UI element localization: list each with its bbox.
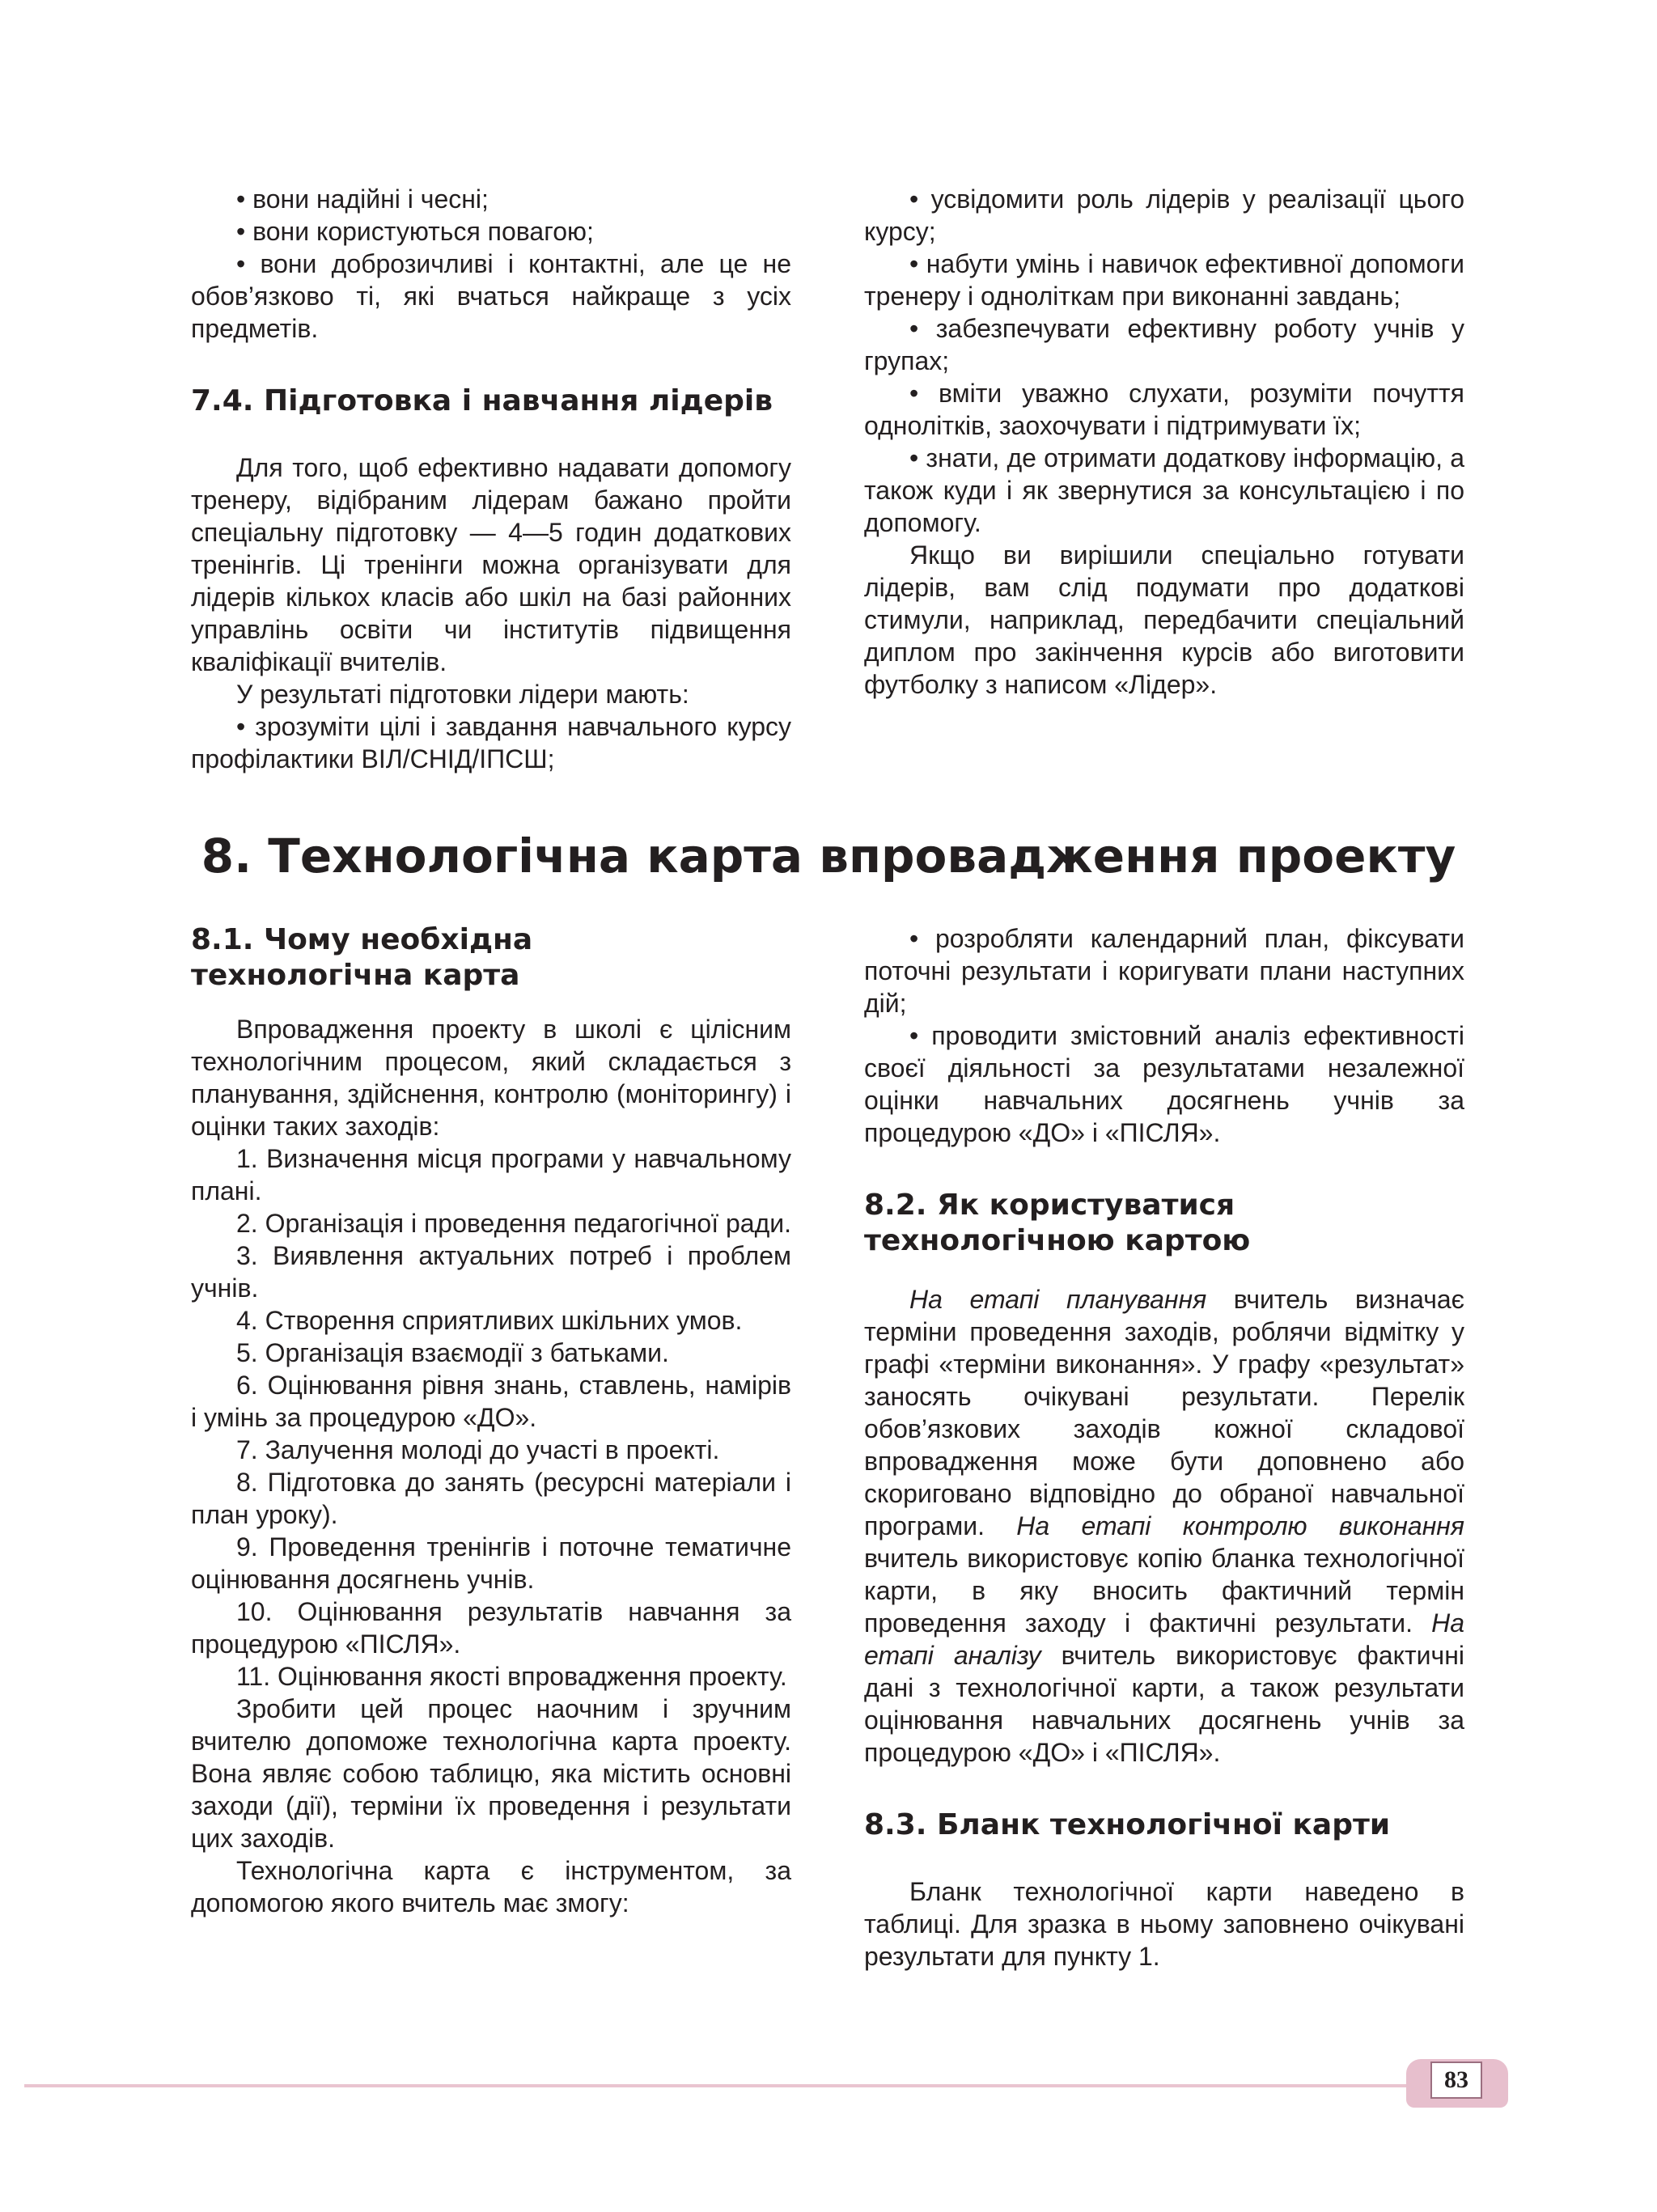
paragraph: Для того, щоб ефективно надавати допомогу тренеру, відібраним лідерам бажано пройти спеціальну підготовку — 4—5 годин додаткових тренінгів. Ці тренінги можна організувати для лідерів кількох класів або шкіл на базі районних управлінь освіти чи інститутів підвищення кваліфікації вчителів. — [191, 453, 791, 676]
list-item: 5. Організація взаємодії з батьками. — [236, 1338, 669, 1367]
list-item: • зрозуміти цілі і завдання навчального курсу профілактики ВІЛ/СНІД/ІПСШ; — [191, 712, 791, 773]
list-item: 3. Виявлення актуальних потреб і проблем учнів. — [191, 1241, 791, 1303]
paragraph — [864, 1283, 1464, 1769]
list-item: 7. Залучення молоді до участі в проекті. — [236, 1435, 720, 1464]
bottom-left-column — [191, 922, 791, 1919]
list-item: • розробляти календарний план, фіксувати поточні результати і коригувати плани наступних дій; — [864, 924, 1464, 1018]
list-item: 6. Оцінювання рівня знань, ставлень, намірів і умінь за процедурою «ДО». — [191, 1371, 791, 1432]
list-item: • вони надійні і чесні; — [236, 184, 489, 214]
list-item: • забезпечувати ефективну роботу учнів у групах; — [864, 314, 1464, 375]
list-item: 1. Визначення місця програми у навчальному плані. — [191, 1144, 791, 1206]
page-number: 83 — [1430, 2062, 1482, 2099]
section-title-line: технологічною картою — [864, 1224, 1251, 1257]
bottom-right-column — [864, 922, 1464, 1973]
emphasis: На етапі планування — [909, 1285, 1207, 1314]
section-title-8-3: 8.3. Бланк технологічної карти — [864, 1808, 1391, 1841]
list-item: 4. Створення сприятливих шкільних умов. — [236, 1306, 743, 1335]
list-item: • набути умінь і навичок ефективної допомоги тренеру і одноліткам при виконанні завдань; — [864, 249, 1464, 311]
paragraph: Впровадження проекту в школі є цілісним технологічним процесом, який складається з планування, здійснення, контролю (моніторингу) і оцінки таких заходів: — [191, 1015, 791, 1141]
section-title-line: 8.2. Як користуватися — [864, 1189, 1235, 1222]
text: вчитель використовує копію бланка технологічної карти, в яку вносить фактичний термін проведення заходу і фактичні результати. — [864, 1544, 1464, 1638]
section-title-line: 8.1. Чому необхідна — [191, 923, 533, 956]
list-item: • проводити змістовний аналіз ефективності своєї діяльності за результатами незалежної оцінки навчальних досягнень учнів за процедурою «ДО» і «ПІСЛЯ». — [864, 1021, 1464, 1147]
text: вчитель визначає терміни проведення заходів, роблячи відмітку у графі «терміни виконання». У графу «результат» заносять очікувані результати. Перелік обов’язкових заходів кожної складової впровадження може бути доповнено або скориговано відповідно до обраної навчальної програми. — [864, 1285, 1464, 1540]
list-item: • вміти уважно слухати, розуміти почуття однолітків, заохочувати і підтримувати їх; — [864, 379, 1464, 440]
list-item: 9. Проведення тренінгів і поточне тематичне оцінювання досягнень учнів. — [191, 1532, 791, 1594]
list-item: 10. Оцінювання результатів навчання за процедурою «ПІСЛЯ». — [191, 1597, 791, 1659]
section-title-line: технологічна карта — [191, 959, 520, 992]
chapter-title: 8. Технологічна карта впровадження проекту — [201, 828, 1456, 884]
list-item: • вони користуються повагою; — [236, 217, 594, 246]
paragraph: У результаті підготовки лідери мають: — [236, 680, 689, 709]
paragraph: Якщо ви вирішили спеціально готувати лідерів, вам слід подумати про додаткові стимули, наприклад, передбачити спеціальний диплом про закінчення курсів або виготовити футболку з написом «Лідер». — [864, 540, 1464, 699]
section-title-7-4: 7.4. Підготовка і навчання лідерів — [191, 384, 773, 417]
list-item: 11. Оцінювання якості впровадження проекту. — [236, 1662, 787, 1691]
list-item: • усвідомити роль лідерів у реалізації цього курсу; — [864, 184, 1464, 246]
paragraph: Зробити цей процес наочним і зручним вчителю допоможе технологічна карта проекту. Вона являє собою таблицю, яка містить основні заходи (дії), терміни їх проведення і результати цих заходів. — [191, 1694, 791, 1853]
paragraph: Бланк технологічної карти наведено в таблиці. Для зразка в ньому заповнено очікувані результати для пункту 1. — [864, 1877, 1464, 1971]
text: вчитель використовує фактичні дані з технологічної карти, а також результати оцінювання навчальних досягнень учнів за процедурою «ДО» і «ПІСЛЯ». — [864, 1641, 1465, 1767]
list-item: 8. Підготовка до занять (ресурсні матеріали і план уроку). — [191, 1468, 791, 1529]
section-title-8-2 — [864, 1188, 1464, 1259]
paragraph: Технологічна карта є інструментом, за допомогою якого вчитель має змогу: — [191, 1856, 791, 1917]
emphasis: На етапі контролю виконання — [1016, 1511, 1464, 1540]
footer-divider — [24, 2084, 1432, 2087]
emphasis: На етапі аналізу — [864, 1608, 1464, 1670]
list-item: • вони доброзичливі і контактні, але це не обов’язково ті, які вчаться найкраще з усіх предметів. — [191, 249, 791, 343]
top-right-column — [864, 183, 1464, 701]
list-item: • знати, де отримати додаткову інформацію, а також куди і як звернутися за консультацією і по допомогу. — [864, 443, 1464, 537]
list-item: 2. Організація і проведення педагогічної ради. — [236, 1209, 792, 1238]
section-title-8-1 — [191, 922, 791, 994]
top-left-column — [191, 183, 791, 775]
